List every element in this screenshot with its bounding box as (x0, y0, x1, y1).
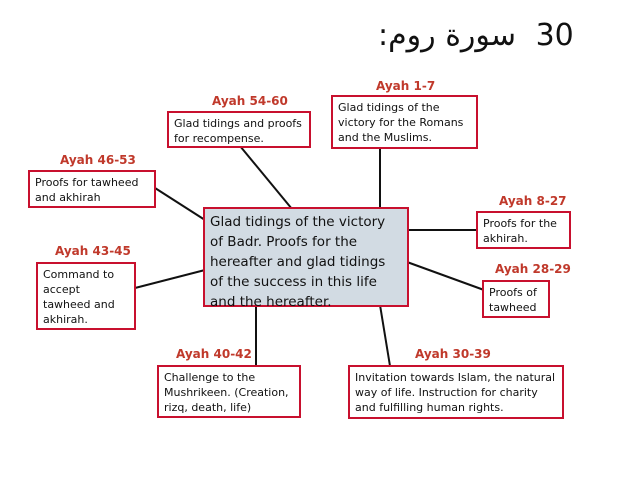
node-box-40-42: Challenge to the Mushrikeen. (Creation, rizq, death, life) (157, 365, 301, 418)
connector-a28 (407, 262, 484, 290)
node-box-8-27: Proofs for the akhirah. (476, 211, 571, 249)
node-box-28-29: Proofs of tawheed (482, 280, 550, 318)
ayah-label-30-39: Ayah 30-39 (415, 347, 491, 361)
ayah-label-46-53: Ayah 46-53 (60, 153, 136, 167)
ayah-label-28-29: Ayah 28-29 (495, 262, 571, 276)
surah-title (378, 18, 578, 58)
ayah-label-8-27: Ayah 8-27 (499, 194, 567, 208)
connector-a46 (155, 188, 205, 220)
ayah-label-40-42: Ayah 40-42 (176, 347, 252, 361)
connector-a30 (380, 305, 390, 366)
connector-a43 (135, 270, 205, 288)
node-box-30-39: Invitation towards Islam, the natural way of life. Instruction for charity and fulfilling human rights. (348, 365, 564, 419)
node-box-54-60: Glad tidings and proofs for recompense. (167, 111, 311, 148)
central-theme-box: Glad tidings of the victory of Badr. Proofs for the hereafter and glad tidings of the success in this life and the hereafter. (203, 207, 409, 307)
ayah-label-1-7: Ayah 1-7 (376, 79, 436, 93)
node-box-1-7: Glad tidings of the victory for the Romans and the Muslims. (331, 95, 478, 149)
ayah-label-54-60: Ayah 54-60 (212, 94, 288, 108)
node-box-46-53: Proofs for tawheed and akhirah (28, 170, 156, 208)
surah-number: 30 (535, 18, 574, 53)
ayah-label-43-45: Ayah 43-45 (55, 244, 131, 258)
surah-name: سورة روم: (378, 18, 517, 53)
node-box-43-45: Command to accept tawheed and akhirah. (36, 262, 136, 330)
connector-a54 (240, 146, 292, 209)
